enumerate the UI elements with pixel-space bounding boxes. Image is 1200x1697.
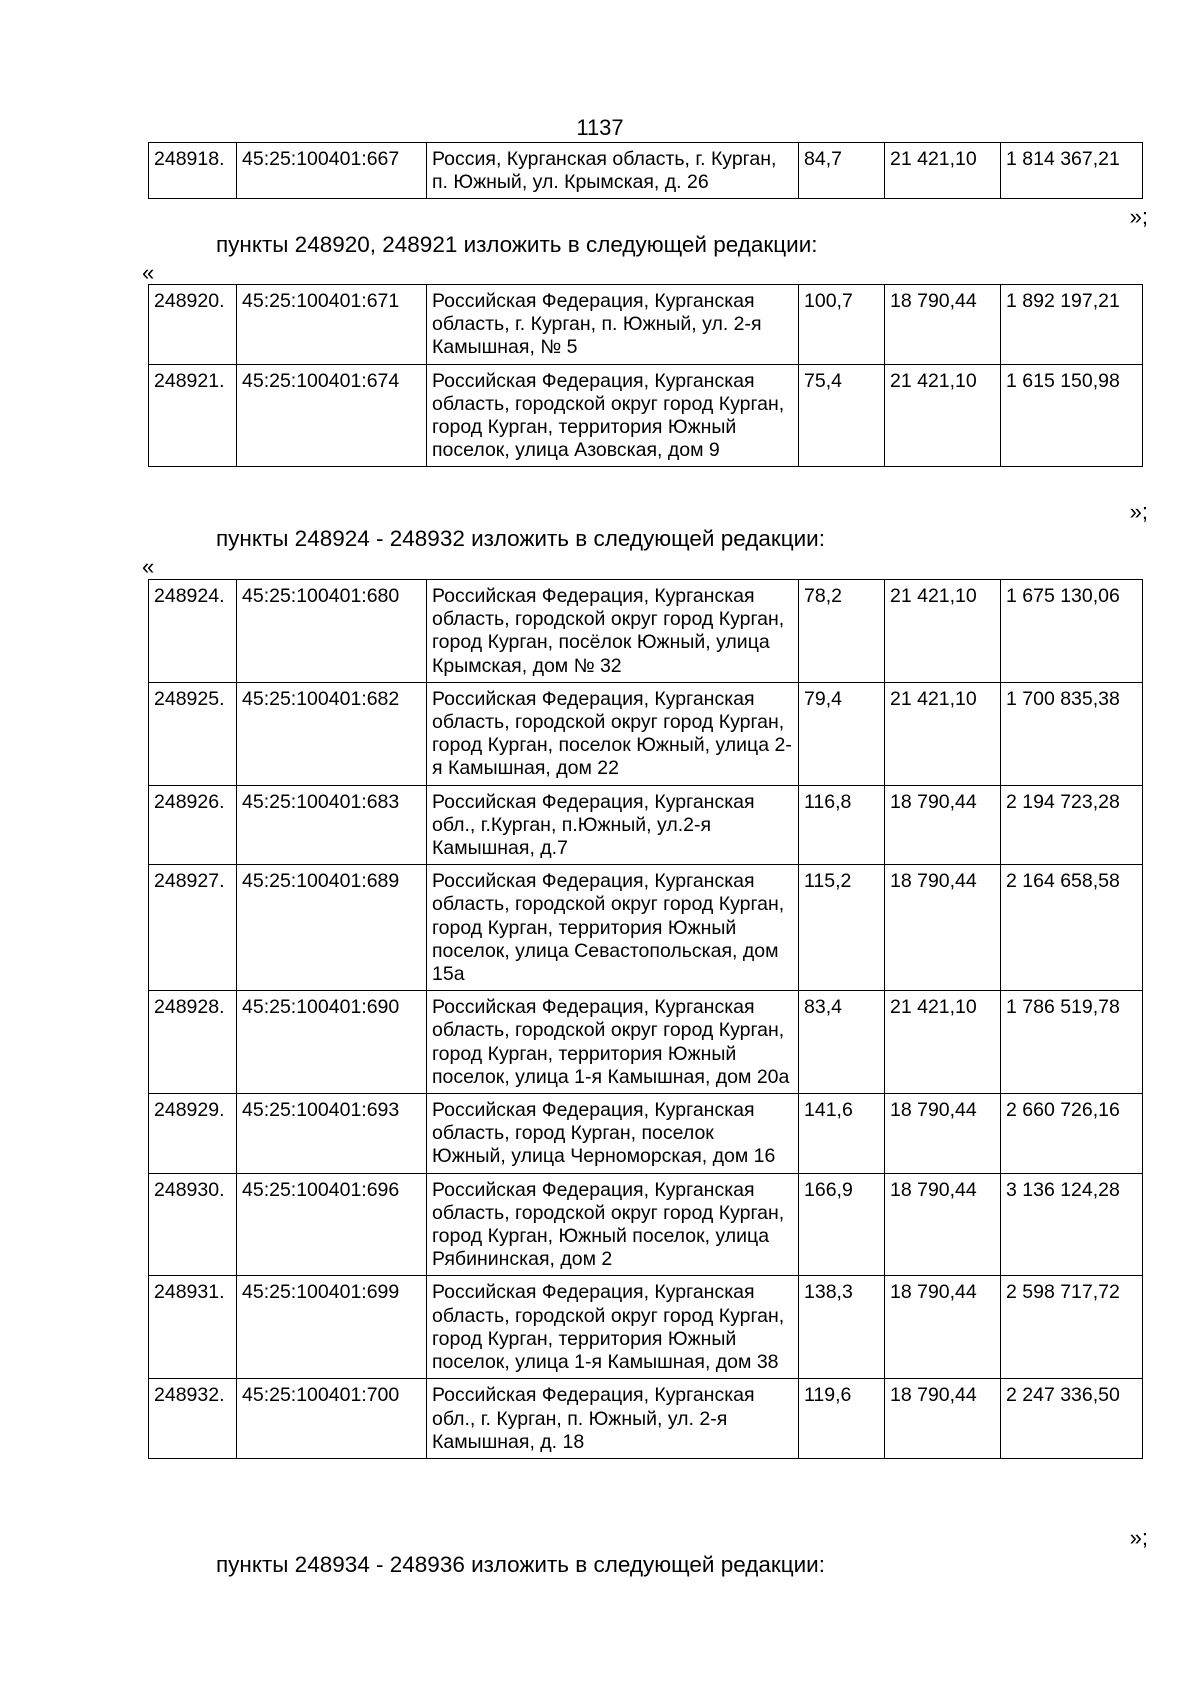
address-cell: Российская Федерация, Курганская область, г. Курган, п. Южный, ул. 2-я Камышная, № 5 <box>427 285 799 365</box>
total-value-cell: 2 247 336,50 <box>1001 1379 1143 1459</box>
area-cell: 115,2 <box>799 865 885 991</box>
table-row <box>149 865 1143 991</box>
table-body <box>149 580 1143 1459</box>
area-cell: 119,6 <box>799 1379 885 1459</box>
item-number-cell: 248929. <box>149 1094 237 1174</box>
unit-price-cell: 21 421,10 <box>885 143 1001 199</box>
cadastral-number-cell: 45:25:100401:689 <box>237 865 427 991</box>
area-cell: 166,9 <box>799 1173 885 1276</box>
unit-price-cell: 18 790,44 <box>885 1379 1001 1459</box>
table-row <box>149 143 1143 199</box>
address-cell: Российская Федерация, Курганская область, город Курган, поселок Южный, улица Черноморская, дом 16 <box>427 1094 799 1174</box>
address-cell: Российская Федерация, Курганская область, городской округ город Курган, город Курган, территория Южный поселок, улица 1-я Камышная, дом 38 <box>427 1276 799 1379</box>
address-cell: Российская Федерация, Курганская область, городской округ город Курган, город Курган, поселок Южный, улица 2-я Камышная, дом 22 <box>427 682 799 785</box>
area-cell: 78,2 <box>799 580 885 683</box>
unit-price-cell: 21 421,10 <box>885 364 1001 467</box>
amendment-instruction: пункты 248924 - 248932 изложить в следующей редакции: <box>216 526 826 551</box>
address-cell: Российская Федерация, Курганская область, городской округ город Курган, город Курган, территория Южный поселок, улица 1-я Камышная, дом 20а <box>427 991 799 1094</box>
area-cell: 100,7 <box>799 285 885 365</box>
property-table <box>148 142 1143 199</box>
cadastral-number-cell: 45:25:100401:680 <box>237 580 427 683</box>
table-row <box>149 285 1143 365</box>
item-number-cell: 248927. <box>149 865 237 991</box>
address-cell: Российская Федерация, Курганская область, городской округ город Курган, город Курган, территория Южный поселок, улица Азовская, дом 9 <box>427 364 799 467</box>
cadastral-number-cell: 45:25:100401:693 <box>237 1094 427 1174</box>
closing-quote: »; <box>1129 1525 1148 1550</box>
unit-price-cell: 18 790,44 <box>885 1276 1001 1379</box>
item-number-cell: 248925. <box>149 682 237 785</box>
total-value-cell: 1 675 130,06 <box>1001 580 1143 683</box>
item-number-cell: 248920. <box>149 285 237 365</box>
item-number-cell: 248932. <box>149 1379 237 1459</box>
table-body <box>149 285 1143 467</box>
unit-price-cell: 18 790,44 <box>885 865 1001 991</box>
area-cell: 75,4 <box>799 364 885 467</box>
table-row <box>149 1276 1143 1379</box>
item-number-cell: 248924. <box>149 580 237 683</box>
address-cell: Российская Федерация, Курганская обл., г. Курган, п. Южный, ул. 2-я Камышная, д. 18 <box>427 1379 799 1459</box>
total-value-cell: 2 598 717,72 <box>1001 1276 1143 1379</box>
cadastral-number-cell: 45:25:100401:699 <box>237 1276 427 1379</box>
total-value-cell: 2 164 658,58 <box>1001 865 1143 991</box>
address-cell: Российская Федерация, Курганская область, городской округ город Курган, город Курган, территория Южный поселок, улица Севастопольская, дом 15а <box>427 865 799 991</box>
amendment-instruction: пункты 248934 - 248936 изложить в следующей редакции: <box>216 1552 826 1577</box>
total-value-cell: 2 194 723,28 <box>1001 785 1143 865</box>
table-body <box>149 143 1143 199</box>
unit-price-cell: 21 421,10 <box>885 580 1001 683</box>
page-number: 1137 <box>576 115 624 140</box>
address-cell: Российская Федерация, Курганская область, городской округ город Курган, город Курган, посёлок Южный, улица Крымская, дом № 32 <box>427 580 799 683</box>
unit-price-cell: 18 790,44 <box>885 785 1001 865</box>
total-value-cell: 2 660 726,16 <box>1001 1094 1143 1174</box>
total-value-cell: 1 615 150,98 <box>1001 364 1143 467</box>
closing-quote: »; <box>1129 499 1148 524</box>
item-number-cell: 248928. <box>149 991 237 1094</box>
area-cell: 138,3 <box>799 1276 885 1379</box>
unit-price-cell: 18 790,44 <box>885 1094 1001 1174</box>
total-value-cell: 1 814 367,21 <box>1001 143 1143 199</box>
opening-quote: « <box>142 554 155 579</box>
area-cell: 84,7 <box>799 143 885 199</box>
table-row <box>149 682 1143 785</box>
property-table <box>148 579 1143 1459</box>
unit-price-cell: 21 421,10 <box>885 991 1001 1094</box>
table-row <box>149 364 1143 467</box>
cadastral-number-cell: 45:25:100401:690 <box>237 991 427 1094</box>
table-row <box>149 785 1143 865</box>
address-cell: Россия, Курганская область, г. Курган, п. Южный, ул. Крымская, д. 26 <box>427 143 799 199</box>
area-cell: 141,6 <box>799 1094 885 1174</box>
item-number-cell: 248926. <box>149 785 237 865</box>
area-cell: 79,4 <box>799 682 885 785</box>
unit-price-cell: 21 421,10 <box>885 682 1001 785</box>
table-row <box>149 1094 1143 1174</box>
table-row <box>149 580 1143 683</box>
cadastral-number-cell: 45:25:100401:671 <box>237 285 427 365</box>
item-number-cell: 248921. <box>149 364 237 467</box>
total-value-cell: 1 700 835,38 <box>1001 682 1143 785</box>
address-cell: Российская Федерация, Курганская область, городской округ город Курган, город Курган, Южный поселок, улица Рябининская, дом 2 <box>427 1173 799 1276</box>
table-row <box>149 1173 1143 1276</box>
cadastral-number-cell: 45:25:100401:682 <box>237 682 427 785</box>
item-number-cell: 248918. <box>149 143 237 199</box>
cadastral-number-cell: 45:25:100401:696 <box>237 1173 427 1276</box>
total-value-cell: 1 786 519,78 <box>1001 991 1143 1094</box>
cadastral-number-cell: 45:25:100401:683 <box>237 785 427 865</box>
opening-quote: « <box>142 260 155 285</box>
property-table <box>148 284 1143 467</box>
unit-price-cell: 18 790,44 <box>885 1173 1001 1276</box>
cadastral-number-cell: 45:25:100401:667 <box>237 143 427 199</box>
amendment-instruction: пункты 248920, 248921 изложить в следующей редакции: <box>216 232 818 257</box>
area-cell: 83,4 <box>799 991 885 1094</box>
item-number-cell: 248930. <box>149 1173 237 1276</box>
unit-price-cell: 18 790,44 <box>885 285 1001 365</box>
cadastral-number-cell: 45:25:100401:700 <box>237 1379 427 1459</box>
cadastral-number-cell: 45:25:100401:674 <box>237 364 427 467</box>
item-number-cell: 248931. <box>149 1276 237 1379</box>
table-row <box>149 991 1143 1094</box>
total-value-cell: 3 136 124,28 <box>1001 1173 1143 1276</box>
address-cell: Российская Федерация, Курганская обл., г.Курган, п.Южный, ул.2-я Камышная, д.7 <box>427 785 799 865</box>
closing-quote: »; <box>1129 204 1148 229</box>
table-row <box>149 1379 1143 1459</box>
area-cell: 116,8 <box>799 785 885 865</box>
total-value-cell: 1 892 197,21 <box>1001 285 1143 365</box>
